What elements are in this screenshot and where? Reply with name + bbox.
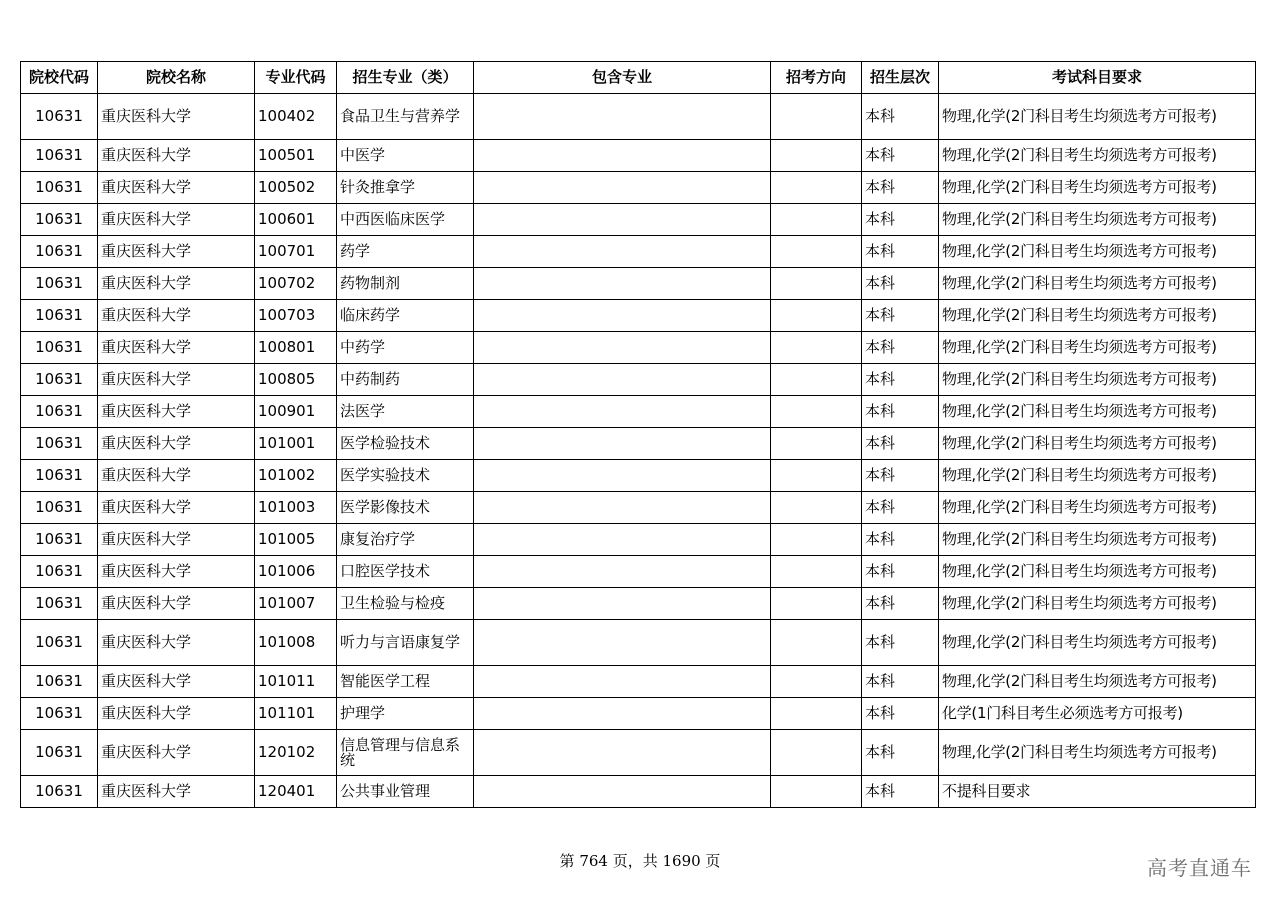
cell-level: 本科 [862,428,939,460]
cell-included-majors [474,460,771,492]
table-body [21,94,1256,808]
cell-major-code: 101003 [255,492,337,524]
cell-school-code: 10631 [21,236,98,268]
cell-school-name: 重庆医科大学 [98,236,255,268]
cell-major: 卫生检验与检疫 [337,588,474,620]
cell-major-code: 120102 [255,730,337,776]
cell-level: 本科 [862,300,939,332]
cell-major: 护理学 [337,698,474,730]
table-row [21,300,1256,332]
cell-school-name: 重庆医科大学 [98,460,255,492]
cell-school-code: 10631 [21,776,98,808]
cell-subject-requirements: 化学(1门科目考生必须选考方可报考) [939,698,1256,730]
cell-subject-requirements: 不提科目要求 [939,776,1256,808]
cell-major: 康复治疗学 [337,524,474,556]
cell-direction [771,236,862,268]
cell-school-code: 10631 [21,364,98,396]
cell-direction [771,172,862,204]
cell-subject-requirements: 物理,化学(2门科目考生均须选考方可报考) [939,236,1256,268]
cell-direction [771,396,862,428]
cell-subject-requirements: 物理,化学(2门科目考生均须选考方可报考) [939,364,1256,396]
cell-school-name: 重庆医科大学 [98,588,255,620]
cell-included-majors [474,492,771,524]
cell-direction [771,204,862,236]
cell-direction [771,268,862,300]
cell-included-majors [474,140,771,172]
cell-major-code: 100805 [255,364,337,396]
cell-major: 药学 [337,236,474,268]
cell-subject-requirements: 物理,化学(2门科目考生均须选考方可报考) [939,666,1256,698]
cell-major-code: 101006 [255,556,337,588]
cell-school-code: 10631 [21,666,98,698]
cell-direction [771,776,862,808]
cell-direction [771,666,862,698]
cell-subject-requirements: 物理,化学(2门科目考生均须选考方可报考) [939,556,1256,588]
table-row [21,556,1256,588]
cell-direction [771,364,862,396]
header-major: 招生专业（类） [337,62,474,94]
cell-school-name: 重庆医科大学 [98,524,255,556]
table-row [21,94,1256,140]
cell-included-majors [474,396,771,428]
cell-major: 听力与言语康复学 [337,620,474,666]
page-number: 第 764 页，共 1690 页 [559,852,721,870]
cell-level: 本科 [862,524,939,556]
table-row [21,524,1256,556]
cell-included-majors [474,524,771,556]
cell-direction [771,588,862,620]
cell-subject-requirements: 物理,化学(2门科目考生均须选考方可报考) [939,730,1256,776]
cell-major: 医学检验技术 [337,428,474,460]
table-row [21,588,1256,620]
cell-subject-requirements: 物理,化学(2门科目考生均须选考方可报考) [939,588,1256,620]
cell-level: 本科 [862,556,939,588]
cell-level: 本科 [862,204,939,236]
table-row [21,236,1256,268]
cell-direction [771,332,862,364]
cell-direction [771,698,862,730]
cell-major-code: 100901 [255,396,337,428]
header-major-code: 专业代码 [255,62,337,94]
cell-school-code: 10631 [21,524,98,556]
cell-major: 信息管理与信息系统 [337,730,474,776]
cell-subject-requirements: 物理,化学(2门科目考生均须选考方可报考) [939,94,1256,140]
cell-school-name: 重庆医科大学 [98,172,255,204]
cell-included-majors [474,698,771,730]
cell-school-code: 10631 [21,698,98,730]
header-school-name: 院校名称 [98,62,255,94]
cell-subject-requirements: 物理,化学(2门科目考生均须选考方可报考) [939,460,1256,492]
table-row [21,140,1256,172]
cell-school-name: 重庆医科大学 [98,776,255,808]
cell-level: 本科 [862,730,939,776]
cell-major-code: 101002 [255,460,337,492]
table-row [21,204,1256,236]
cell-direction [771,300,862,332]
cell-direction [771,492,862,524]
table-row [21,620,1256,666]
cell-included-majors [474,204,771,236]
table-row [21,268,1256,300]
header-direction: 招考方向 [771,62,862,94]
cell-level: 本科 [862,268,939,300]
cell-included-majors [474,666,771,698]
cell-included-majors [474,588,771,620]
cell-direction [771,730,862,776]
cell-major-code: 101011 [255,666,337,698]
cell-major: 中药制药 [337,364,474,396]
watermark-logo-text: 高考直通车 [1147,856,1252,880]
cell-subject-requirements: 物理,化学(2门科目考生均须选考方可报考) [939,492,1256,524]
header-school-code: 院校代码 [21,62,98,94]
cell-subject-requirements: 物理,化学(2门科目考生均须选考方可报考) [939,524,1256,556]
table-row [21,364,1256,396]
cell-major: 食品卫生与营养学 [337,94,474,140]
cell-included-majors [474,364,771,396]
cell-school-code: 10631 [21,268,98,300]
cell-school-code: 10631 [21,204,98,236]
table-row [21,776,1256,808]
cell-included-majors [474,300,771,332]
cell-major: 法医学 [337,396,474,428]
cell-major: 临床药学 [337,300,474,332]
cell-school-code: 10631 [21,620,98,666]
cell-level: 本科 [862,172,939,204]
cell-school-code: 10631 [21,588,98,620]
cell-school-name: 重庆医科大学 [98,140,255,172]
cell-included-majors [474,268,771,300]
cell-direction [771,140,862,172]
cell-school-code: 10631 [21,140,98,172]
cell-major-code: 100601 [255,204,337,236]
cell-school-name: 重庆医科大学 [98,332,255,364]
cell-level: 本科 [862,332,939,364]
cell-major-code: 100402 [255,94,337,140]
cell-included-majors [474,730,771,776]
cell-major: 智能医学工程 [337,666,474,698]
cell-major: 中西医临床医学 [337,204,474,236]
cell-school-name: 重庆医科大学 [98,730,255,776]
header-subject-requirements: 考试科目要求 [939,62,1256,94]
cell-major-code: 101101 [255,698,337,730]
cell-school-name: 重庆医科大学 [98,428,255,460]
cell-school-code: 10631 [21,460,98,492]
cell-major: 公共事业管理 [337,776,474,808]
cell-level: 本科 [862,776,939,808]
cell-included-majors [474,428,771,460]
cell-school-name: 重庆医科大学 [98,94,255,140]
cell-direction [771,556,862,588]
table-row [21,492,1256,524]
cell-level: 本科 [862,460,939,492]
cell-school-name: 重庆医科大学 [98,396,255,428]
cell-school-name: 重庆医科大学 [98,300,255,332]
cell-school-code: 10631 [21,300,98,332]
cell-major-code: 100501 [255,140,337,172]
cell-direction [771,94,862,140]
cell-school-name: 重庆医科大学 [98,556,255,588]
cell-subject-requirements: 物理,化学(2门科目考生均须选考方可报考) [939,268,1256,300]
cell-included-majors [474,332,771,364]
admissions-table-sheet [20,61,1255,808]
cell-school-code: 10631 [21,172,98,204]
cell-school-code: 10631 [21,94,98,140]
cell-included-majors [474,620,771,666]
cell-subject-requirements: 物理,化学(2门科目考生均须选考方可报考) [939,428,1256,460]
cell-major-code: 120401 [255,776,337,808]
cell-school-name: 重庆医科大学 [98,364,255,396]
cell-included-majors [474,94,771,140]
cell-major-code: 101005 [255,524,337,556]
table-row [21,666,1256,698]
cell-major-code: 100702 [255,268,337,300]
cell-level: 本科 [862,94,939,140]
cell-school-code: 10631 [21,428,98,460]
table-header-row [21,62,1256,94]
cell-subject-requirements: 物理,化学(2门科目考生均须选考方可报考) [939,140,1256,172]
cell-included-majors [474,776,771,808]
cell-subject-requirements: 物理,化学(2门科目考生均须选考方可报考) [939,396,1256,428]
cell-included-majors [474,236,771,268]
cell-school-code: 10631 [21,332,98,364]
cell-direction [771,460,862,492]
table-row [21,172,1256,204]
cell-level: 本科 [862,364,939,396]
cell-level: 本科 [862,666,939,698]
cell-level: 本科 [862,588,939,620]
cell-major: 口腔医学技术 [337,556,474,588]
cell-major: 医学影像技术 [337,492,474,524]
cell-school-name: 重庆医科大学 [98,666,255,698]
cell-level: 本科 [862,620,939,666]
table-row [21,698,1256,730]
admissions-table [20,61,1256,808]
cell-school-code: 10631 [21,556,98,588]
table-row [21,460,1256,492]
cell-level: 本科 [862,492,939,524]
cell-included-majors [474,556,771,588]
cell-direction [771,620,862,666]
cell-school-code: 10631 [21,730,98,776]
cell-school-name: 重庆医科大学 [98,620,255,666]
cell-subject-requirements: 物理,化学(2门科目考生均须选考方可报考) [939,204,1256,236]
cell-major-code: 100502 [255,172,337,204]
cell-school-name: 重庆医科大学 [98,268,255,300]
cell-school-name: 重庆医科大学 [98,698,255,730]
cell-level: 本科 [862,396,939,428]
cell-major: 中医学 [337,140,474,172]
cell-major: 中药学 [337,332,474,364]
cell-direction [771,524,862,556]
cell-major: 针灸推拿学 [337,172,474,204]
cell-subject-requirements: 物理,化学(2门科目考生均须选考方可报考) [939,172,1256,204]
cell-major: 药物制剂 [337,268,474,300]
cell-subject-requirements: 物理,化学(2门科目考生均须选考方可报考) [939,332,1256,364]
header-included-majors: 包含专业 [474,62,771,94]
header-level: 招生层次 [862,62,939,94]
cell-school-name: 重庆医科大学 [98,492,255,524]
cell-direction [771,428,862,460]
cell-level: 本科 [862,236,939,268]
table-row [21,428,1256,460]
cell-major: 医学实验技术 [337,460,474,492]
cell-major-code: 100801 [255,332,337,364]
cell-level: 本科 [862,698,939,730]
cell-major-code: 100701 [255,236,337,268]
cell-school-name: 重庆医科大学 [98,204,255,236]
cell-subject-requirements: 物理,化学(2门科目考生均须选考方可报考) [939,300,1256,332]
cell-major-code: 101008 [255,620,337,666]
cell-level: 本科 [862,140,939,172]
table-row [21,396,1256,428]
table-row [21,730,1256,776]
cell-school-code: 10631 [21,396,98,428]
cell-school-code: 10631 [21,492,98,524]
cell-included-majors [474,172,771,204]
cell-major-code: 101007 [255,588,337,620]
cell-subject-requirements: 物理,化学(2门科目考生均须选考方可报考) [939,620,1256,666]
cell-major-code: 100703 [255,300,337,332]
cell-major-code: 101001 [255,428,337,460]
table-row [21,332,1256,364]
